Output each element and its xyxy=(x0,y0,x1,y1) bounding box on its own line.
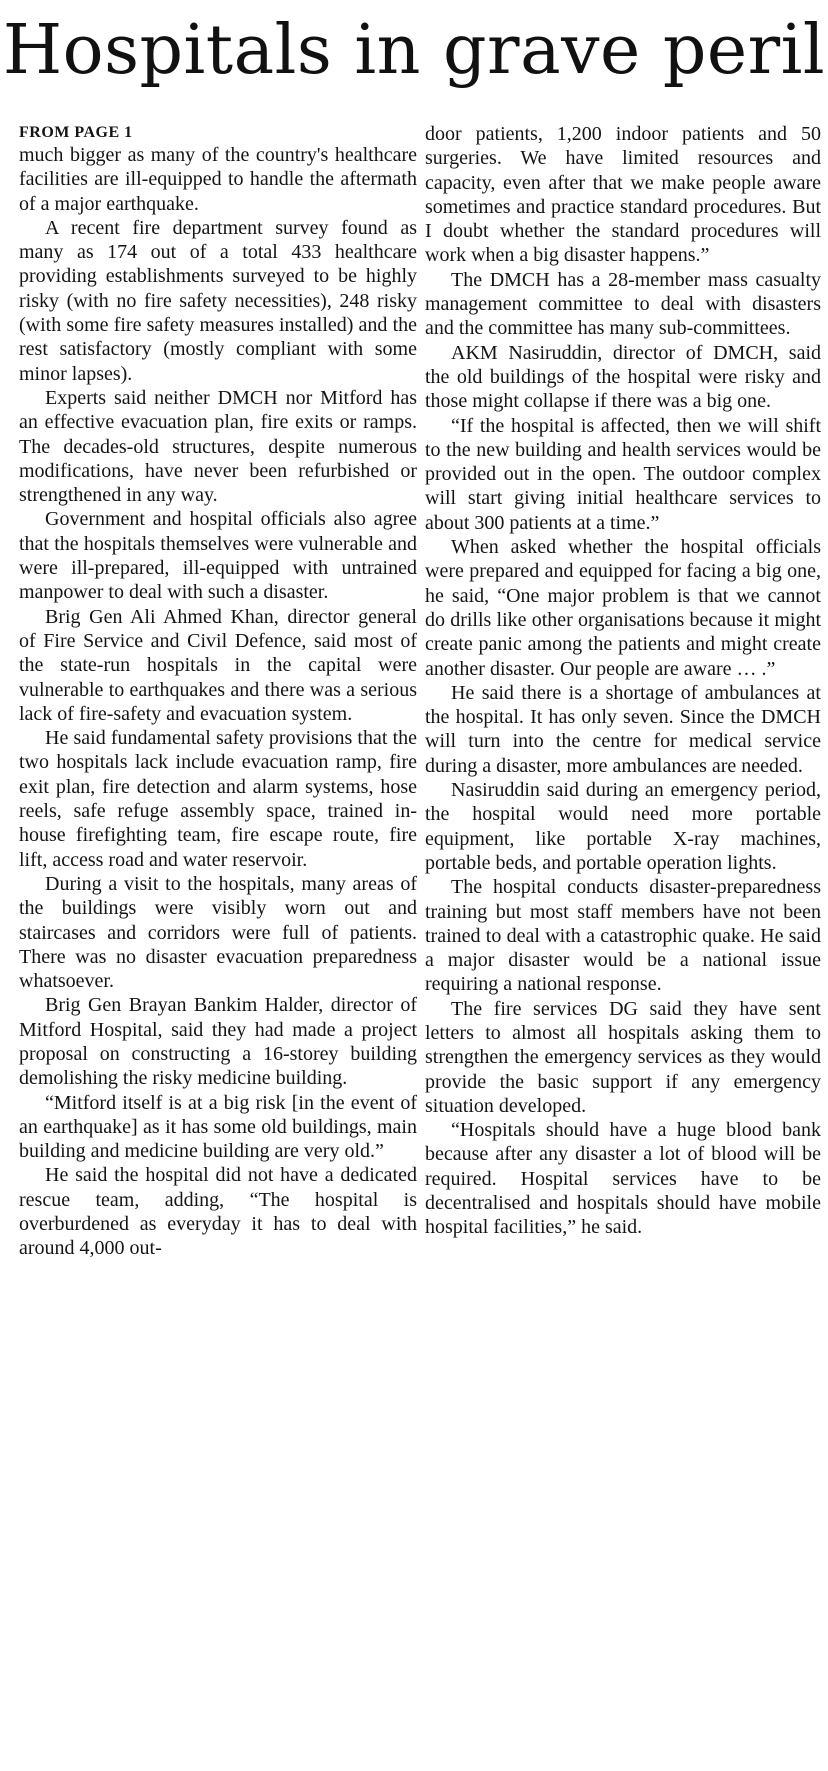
paragraph: door patients, 1,200 indoor patients and 50 surgeries. We have limited resources and capacity, even after that we make people aware sometimes and practice standard procedures. But I doubt whether the standard procedures will work when a big disaster happens.” xyxy=(425,123,821,267)
paragraph: “If the hospital is affected, then we will shift to the new building and health services would be provided out in the open. The outdoor complex will start giving initial healthcare services to about 300 patients at a time.” xyxy=(425,414,821,534)
paragraph: During a visit to the hospitals, many areas of the buildings were visibly worn out and staircases and corridors were full of patients. There was no disaster evacuation preparedness whatsoever. xyxy=(19,872,417,993)
jump-label: FROM PAGE 1 xyxy=(19,124,133,141)
paragraph: “Mitford itself is at a big risk [in the event of an earthquake] as it has some old buildings, main building and medicine building are very old.” xyxy=(19,1091,417,1163)
paragraph: The hospital conducts disaster-preparedness training but most staff members have not been trained to deal with a catastrophic quake. He said a major disaster would be a national issue requiring a national response. xyxy=(425,876,821,996)
paragraph: He said fundamental safety provisions that the two hospitals lack include evacuation ramp, fire exit plan, fire detection and alarm systems, hose reels, safe refuge assembly space, trained in-house firefighting team, fire escape route, fire lift, access road and water reservoir. xyxy=(19,727,417,871)
paragraph: He said there is a shortage of ambulances at the hospital. It has only seven. Since the DMCH will turn into the centre for medical service during a disaster, more ambulances are needed. xyxy=(425,681,821,777)
paragraph: much bigger as many of the country's healthcare facilities are ill-equipped to handle the aftermath of a major earthquake. xyxy=(19,144,417,215)
article-column-right xyxy=(425,122,821,1240)
paragraph: Experts said neither DMCH nor Mitford has an effective evacuation plan, fire exits or ramps. The decades-old structures, despite numerous modifications, have never been refurbished or strengthened in any way. xyxy=(19,386,417,507)
paragraph: Brig Gen Brayan Bankim Halder, director of Mitford Hospital, said they had made a project proposal on constructing a 16-storey building demolishing the risky medicine building. xyxy=(19,994,417,1090)
paragraph: The DMCH has a 28-member mass casualty management committee to deal with disasters and the committee has many sub-committees. xyxy=(425,268,821,340)
paragraph: He said the hospital did not have a dedicated rescue team, adding, “The hospital is overburdened as everyday it has to deal with around 4,000 out- xyxy=(19,1164,417,1260)
paragraph: Government and hospital officials also agree that the hospitals themselves were vulnerable and were ill-prepared, ill-equipped with untrained manpower to deal with such a disaster. xyxy=(19,508,417,604)
paragraph: Brig Gen Ali Ahmed Khan, director general of Fire Service and Civil Defence, said most of the state-run hospitals in the capital were vulnerable to earthquakes and there was a serious lack of fire-safety and evacuation system. xyxy=(19,605,417,725)
paragraph: When asked whether the hospital officials were prepared and equipped for facing a big one, he said, “One major problem is that we cannot do drills like other organisations because it might create panic among the patients and might create another disaster. Our people are aware … .” xyxy=(425,536,821,680)
paragraph: “Hospitals should have a huge blood bank because after any disaster a lot of blood will be required. Hospital services have to be decentralised and hospitals should have mobile hospital facilities,” he said. xyxy=(425,1119,821,1239)
paragraph: The fire services DG said they have sent letters to almost all hospitals asking them to strengthen the emergency services as they would provide the basic support if any emergency situation developed. xyxy=(425,997,821,1117)
headline: Hospitals in grave peril xyxy=(2,11,826,90)
paragraph: A recent fire department survey found as many as 174 out of a total 433 healthcare providing establishments surveyed to be highly risky (with no fire safety necessities), 248 risky (with some fire safety measures installed) and the rest satisfactory (mostly compliant with some minor lapses). xyxy=(19,216,417,385)
article-column-left xyxy=(19,122,417,1261)
paragraph: Nasiruddin said during an emergency period, the hospital would need more portable equipment, like portable X-ray machines, portable beds, and portable operation lights. xyxy=(425,779,821,874)
paragraph: AKM Nasiruddin, director of DMCH, said the old buildings of the hospital were risky and those might collapse if there was a big one. xyxy=(425,341,821,413)
